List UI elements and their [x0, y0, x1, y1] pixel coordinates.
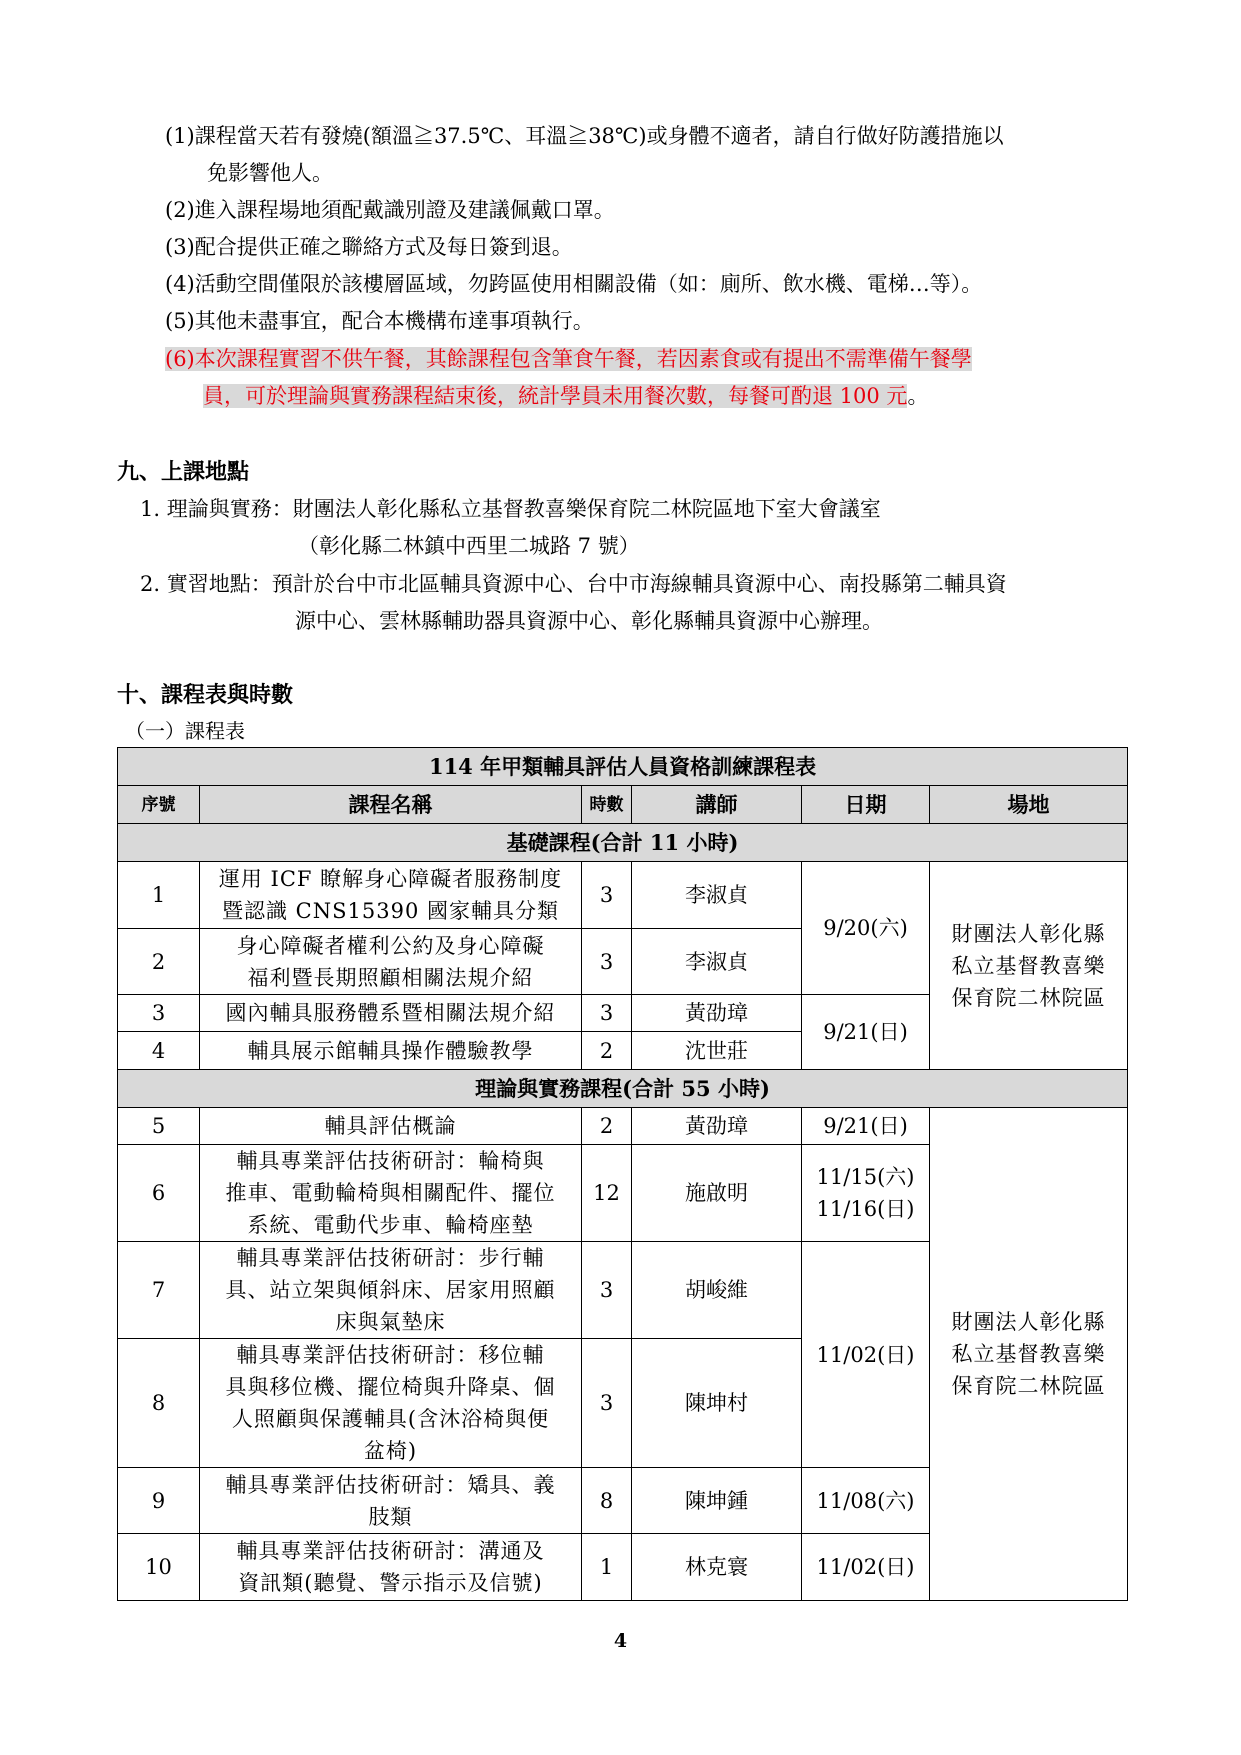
row-teacher: 李淑貞: [632, 862, 802, 929]
section-row-basic: [118, 824, 1128, 862]
course-name-line: 具與移位機、擺位椅與升降桌、個: [225, 1375, 556, 1399]
venue-line: 私立基督教喜樂: [951, 953, 1106, 978]
header-teacher: 講師: [632, 786, 802, 824]
row-no: 5: [118, 1108, 200, 1145]
course-name-line: 輔具專業評估技術研討：輪椅與: [236, 1149, 545, 1173]
course-name-line: 資訊類(聽覺、警示指示及信號): [238, 1571, 543, 1595]
row-venue: [930, 862, 1128, 1070]
row-no: 2: [118, 929, 200, 995]
row-teacher: 陳坤村: [632, 1339, 802, 1468]
row-teacher: 黃劭璋: [632, 1108, 802, 1145]
row-venue: [930, 1108, 1128, 1601]
row-course-name: [200, 995, 582, 1032]
row-no: 10: [118, 1534, 200, 1601]
row-course-name: [200, 1242, 582, 1339]
rule-4: (4)活動空間僅限於該樓層區域，勿跨區使用相關設備（如：廁所、飲水機、電梯…等）。: [165, 272, 983, 296]
section-9-title: 九、上課地點: [117, 459, 250, 485]
page-number: 4: [613, 1630, 628, 1652]
course-name-line: 輔具專業評估技術研討：移位輔: [236, 1343, 545, 1367]
rule-1-cont: 免影響他人。: [207, 161, 333, 185]
row-course-name: [200, 929, 582, 995]
row-no: 6: [118, 1145, 200, 1242]
section-basic-label: 基礎課程(合計 11 小時): [118, 824, 1128, 862]
section-9-item-1-address: （彰化縣二林鎮中西里二城路 7 號）: [298, 534, 640, 558]
row-hours: 2: [582, 1032, 632, 1070]
course-name-line: 具、站立架與傾斜床、居家用照顧: [225, 1278, 556, 1302]
course-name-line: 盆椅): [363, 1439, 418, 1463]
section-9-item-2-cont: 源中心、雲林縣輔助器具資源中心、彰化縣輔具資源中心辦理。: [295, 609, 883, 633]
row-hours: 1: [582, 1534, 632, 1601]
rule-6-highlight-1: (6)本次課程實習不供午餐，其餘課程包含筆食午餐，若因素食或有提出不需準備午餐學: [165, 347, 972, 371]
row-course-name: [200, 1145, 582, 1242]
table-row: [118, 1108, 1128, 1145]
header-venue: 場地: [930, 786, 1128, 824]
row-course-name: [200, 1534, 582, 1601]
table-title-row: [118, 748, 1128, 786]
rule-2: (2)進入課程場地須配戴識別證及建議佩戴口罩。: [165, 198, 615, 222]
course-name-line: 推車、電動輪椅與相關配件、擺位: [225, 1181, 556, 1205]
row-teacher: 施啟明: [632, 1145, 802, 1242]
row-date: 11/02(日): [802, 1534, 930, 1601]
row-teacher: 林克寰: [632, 1534, 802, 1601]
row-hours: 3: [582, 929, 632, 995]
course-table: [117, 747, 1128, 1601]
row-hours: 2: [582, 1108, 632, 1145]
row-course-name: [200, 862, 582, 929]
row-hours: 3: [582, 995, 632, 1032]
row-course-name: [200, 1108, 582, 1145]
row-hours: 3: [582, 1339, 632, 1468]
course-name-line: 肢類: [368, 1504, 413, 1529]
row-date: 9/21(日): [802, 995, 930, 1070]
venue-line: 財團法人彰化縣: [951, 921, 1106, 946]
section-9-item-1: 1. 理論與實務：財團法人彰化縣私立基督教喜樂保育院二林院區地下室大會議室: [140, 497, 881, 521]
section-row-theory: [118, 1070, 1128, 1108]
row-hours: 8: [582, 1468, 632, 1534]
row-no: 7: [118, 1242, 200, 1339]
rule-5: (5)其他未盡事宜，配合本機構布達事項執行。: [165, 309, 594, 333]
course-name-line: 輔具專業評估技術研討：步行輔: [236, 1246, 545, 1270]
rule-3: (3)配合提供正確之聯絡方式及每日簽到退。: [165, 235, 573, 259]
course-name-line: 輔具專業評估技術研討：矯具、義: [225, 1472, 556, 1497]
row-hours: 12: [582, 1145, 632, 1242]
section-10-title: 十、課程表與時數: [117, 682, 294, 708]
row-no: 9: [118, 1468, 200, 1534]
course-name-line: 輔具專業評估技術研討：溝通及: [236, 1539, 545, 1563]
row-teacher: 沈世莊: [632, 1032, 802, 1070]
row-hours: 3: [582, 1242, 632, 1339]
course-name-line: 運用 ICF 瞭解身心障礙者服務制度: [218, 867, 563, 891]
course-name-line: 床與氣墊床: [335, 1310, 446, 1334]
row-course-name: [200, 1468, 582, 1534]
row-teacher: 胡峻維: [632, 1242, 802, 1339]
course-name-line: 暨認識 CNS15390 國家輔具分類: [222, 899, 559, 923]
row-teacher: 陳坤鍾: [632, 1468, 802, 1534]
rule-1: (1)課程當天若有發燒(額溫≧37.5℃、耳溫≧38℃)或身體不適者，請自行做好防護措施以: [165, 124, 1004, 148]
header-date: 日期: [802, 786, 930, 824]
venue-line: 保育院二林院區: [951, 1374, 1106, 1398]
row-teacher: 李淑貞: [632, 929, 802, 995]
table-header-row: [118, 786, 1128, 824]
course-name-line: 身心障礙者權利公約及身心障礙: [236, 933, 545, 958]
row-teacher: 黃劭璋: [632, 995, 802, 1032]
row-course-name: [200, 1339, 582, 1468]
venue-line: 財團法人彰化縣: [951, 1310, 1106, 1334]
venue-line: 私立基督教喜樂: [951, 1342, 1106, 1366]
row-no: 1: [118, 862, 200, 929]
rule-6-end: 。: [907, 384, 929, 408]
course-name-line: 輔具評估概論: [324, 1114, 457, 1138]
header-no: 序號: [118, 786, 200, 824]
date-line: 11/16(日): [816, 1197, 915, 1221]
row-course-name: [200, 1032, 582, 1070]
date-line: 11/15(六): [816, 1165, 915, 1189]
row-date: 11/02(日): [802, 1242, 930, 1468]
course-name-line: 人照顧與保護輔具(含沐浴椅與便: [231, 1407, 550, 1431]
row-no: 8: [118, 1339, 200, 1468]
venue-line: 保育院二林院區: [951, 985, 1106, 1010]
header-name: 課程名稱: [200, 786, 582, 824]
section-9-item-2: 2. 實習地點：預計於台中市北區輔具資源中心、台中市海線輔具資源中心、南投縣第二輔具資: [140, 572, 1007, 596]
section-theory-label: 理論與實務課程(合計 55 小時): [118, 1070, 1128, 1108]
rule-6-cont: [203, 381, 928, 411]
course-name-line: 輔具展示館輔具操作體驗教學: [247, 1038, 534, 1063]
row-date: 9/20(六): [802, 862, 930, 995]
row-hours: 3: [582, 862, 632, 929]
table-row: [118, 862, 1128, 929]
table-title: 114 年甲類輔具評估人員資格訓練課程表: [118, 748, 1128, 786]
row-date: [802, 1145, 930, 1242]
header-hours: 時數: [582, 786, 632, 824]
row-date: 11/08(六): [802, 1468, 930, 1534]
row-no: 4: [118, 1032, 200, 1070]
course-name-line: 國內輔具服務體系暨相關法規介紹: [225, 1001, 556, 1025]
course-name-line: 福利暨長期照顧相關法規介紹: [247, 965, 534, 990]
section-10-subtitle: （一）課程表: [125, 719, 245, 743]
row-no: 3: [118, 995, 200, 1032]
rule-6-highlight-2: 員，可於理論與實務課程結束後，統計學員未用餐次數，每餐可酌退 100 元: [203, 384, 908, 408]
rule-6: [165, 344, 972, 374]
course-name-line: 系統、電動代步車、輪椅座墊: [247, 1213, 534, 1237]
row-date: 9/21(日): [802, 1108, 930, 1145]
